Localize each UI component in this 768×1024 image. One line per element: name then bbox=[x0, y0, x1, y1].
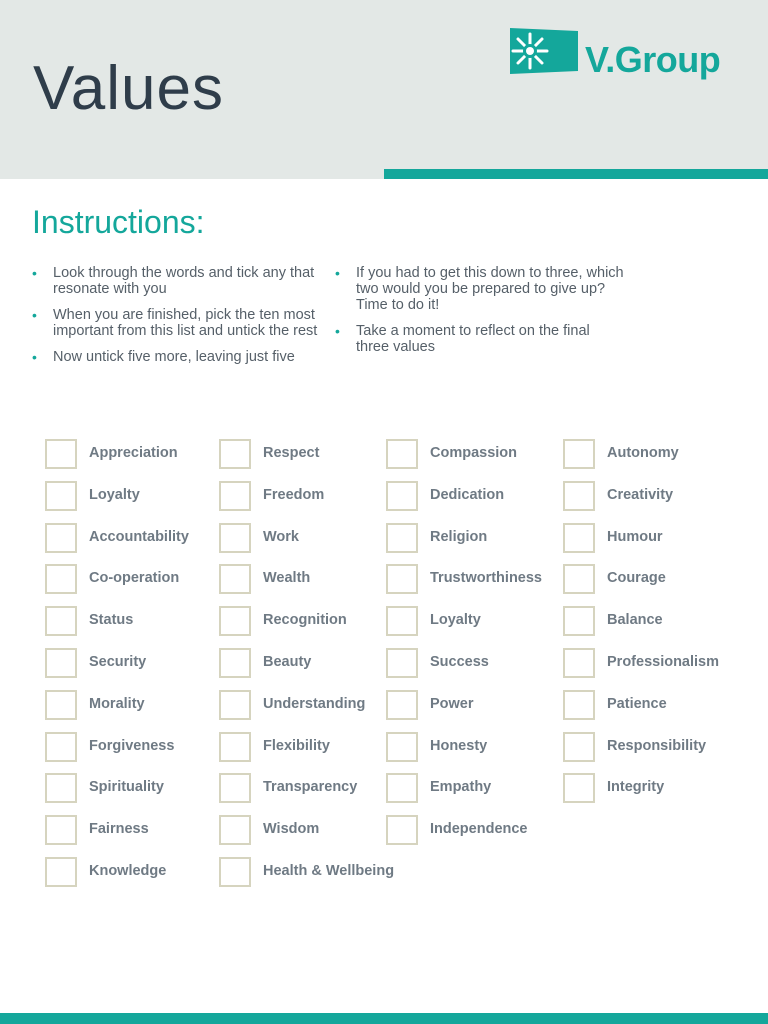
value-label: Flexibility bbox=[263, 737, 330, 754]
value-checkbox[interactable] bbox=[563, 732, 595, 762]
value-checkbox[interactable] bbox=[563, 690, 595, 720]
value-checkbox[interactable] bbox=[563, 773, 595, 803]
value-label: Forgiveness bbox=[89, 737, 175, 754]
value-label: Freedom bbox=[263, 486, 325, 503]
bullet-icon: • bbox=[32, 265, 37, 281]
value-checkbox[interactable] bbox=[45, 481, 77, 511]
value-checkbox[interactable] bbox=[386, 773, 418, 803]
value-label: Status bbox=[89, 612, 134, 629]
value-label: Courage bbox=[607, 570, 666, 587]
value-label: Fairness bbox=[89, 821, 149, 838]
value-checkbox[interactable] bbox=[386, 648, 418, 678]
value-label: Patience bbox=[607, 695, 667, 712]
value-label: Respect bbox=[263, 445, 320, 461]
instructions-list-left bbox=[32, 265, 322, 375]
value-checkbox[interactable] bbox=[219, 815, 251, 845]
instruction-item: • Now untick five more, leaving just five bbox=[32, 349, 295, 365]
value-checkbox[interactable] bbox=[563, 481, 595, 511]
value-checkbox[interactable] bbox=[563, 564, 595, 594]
value-checkbox[interactable] bbox=[219, 523, 251, 553]
value-checkbox[interactable] bbox=[563, 439, 595, 469]
bullet-icon: • bbox=[32, 349, 37, 365]
value-checkbox[interactable] bbox=[45, 564, 77, 594]
page-title: Values bbox=[33, 54, 224, 123]
value-label: Humour bbox=[607, 528, 663, 545]
value-checkbox[interactable] bbox=[45, 523, 77, 553]
value-checkbox[interactable] bbox=[386, 690, 418, 720]
value-checkbox[interactable] bbox=[386, 523, 418, 553]
value-checkbox[interactable] bbox=[219, 648, 251, 678]
value-checkbox[interactable] bbox=[45, 815, 77, 845]
value-label: Spirituality bbox=[89, 779, 164, 796]
value-checkbox[interactable] bbox=[386, 732, 418, 762]
bullet-icon: • bbox=[32, 307, 37, 323]
value-checkbox[interactable] bbox=[386, 481, 418, 511]
value-label: Success bbox=[430, 653, 489, 670]
value-label: Loyalty bbox=[430, 612, 481, 629]
value-checkbox[interactable] bbox=[563, 648, 595, 678]
instructions-list-right bbox=[335, 265, 625, 365]
value-label: Empathy bbox=[430, 779, 492, 796]
value-checkbox[interactable] bbox=[386, 439, 418, 469]
value-label: Appreciation bbox=[89, 445, 178, 461]
value-label: Health & Wellbeing bbox=[263, 862, 395, 879]
value-label: Accountability bbox=[89, 528, 189, 545]
instruction-item: • Look through the words and tick any that resonate with you bbox=[32, 265, 315, 297]
value-label: Professionalism bbox=[607, 653, 720, 670]
value-label: Dedication bbox=[430, 486, 505, 503]
value-checkbox[interactable] bbox=[219, 606, 251, 636]
value-checkbox[interactable] bbox=[219, 857, 251, 887]
value-label: Knowledge bbox=[89, 862, 167, 879]
value-label: Balance bbox=[607, 612, 663, 629]
value-label: Responsibility bbox=[607, 737, 707, 754]
value-label: Work bbox=[263, 528, 299, 545]
value-checkbox[interactable] bbox=[386, 815, 418, 845]
value-label: Morality bbox=[89, 695, 145, 712]
value-label: Honesty bbox=[430, 737, 488, 754]
value-label: Transparency bbox=[263, 779, 358, 796]
value-checkbox[interactable] bbox=[219, 690, 251, 720]
value-label: Beauty bbox=[263, 653, 312, 670]
instruction-item: • If you had to get this down to three, which two would you be prepared to give up? Time to do it! bbox=[335, 265, 624, 313]
value-label: Trustworthiness bbox=[430, 570, 542, 587]
value-label: Recognition bbox=[263, 612, 347, 629]
value-label: Co-operation bbox=[89, 570, 180, 587]
value-checkbox[interactable] bbox=[45, 732, 77, 762]
value-checkbox[interactable] bbox=[386, 606, 418, 636]
value-label: Compassion bbox=[430, 445, 518, 461]
footer-accent-bar bbox=[0, 1013, 768, 1024]
value-label: Independence bbox=[430, 821, 528, 838]
instruction-item: • Take a moment to reflect on the final three values bbox=[335, 323, 590, 355]
value-checkbox[interactable] bbox=[219, 732, 251, 762]
header-accent-bar bbox=[384, 169, 768, 179]
value-label: Religion bbox=[430, 528, 488, 545]
value-label: Wealth bbox=[263, 570, 311, 587]
value-checkbox[interactable] bbox=[219, 773, 251, 803]
value-checkbox[interactable] bbox=[45, 773, 77, 803]
value-label: Autonomy bbox=[607, 445, 679, 461]
value-checkbox[interactable] bbox=[219, 439, 251, 469]
values-checklist bbox=[45, 439, 745, 899]
value-label: Wisdom bbox=[263, 821, 320, 838]
bullet-icon: • bbox=[335, 323, 340, 339]
value-checkbox[interactable] bbox=[45, 606, 77, 636]
value-checkbox[interactable] bbox=[45, 648, 77, 678]
value-checkbox[interactable] bbox=[386, 564, 418, 594]
value-checkbox[interactable] bbox=[45, 857, 77, 887]
bullet-icon: • bbox=[335, 265, 340, 281]
value-label: Security bbox=[89, 653, 147, 670]
value-label: Power bbox=[430, 695, 474, 712]
value-label: Understanding bbox=[263, 695, 366, 712]
value-label: Loyalty bbox=[89, 486, 140, 503]
value-checkbox[interactable] bbox=[45, 690, 77, 720]
logo-text: V.Group bbox=[585, 39, 721, 80]
value-checkbox[interactable] bbox=[563, 523, 595, 553]
value-label: Integrity bbox=[607, 779, 665, 796]
value-checkbox[interactable] bbox=[219, 564, 251, 594]
vgroup-logo bbox=[510, 28, 742, 88]
value-checkbox[interactable] bbox=[45, 439, 77, 469]
value-checkbox[interactable] bbox=[563, 606, 595, 636]
value-checkbox[interactable] bbox=[219, 481, 251, 511]
value-label: Creativity bbox=[607, 486, 674, 503]
instructions-heading: Instructions: bbox=[32, 204, 205, 240]
sunburst-icon bbox=[510, 28, 580, 74]
instruction-item: • When you are finished, pick the ten most important from this list and untick the rest bbox=[32, 307, 318, 339]
